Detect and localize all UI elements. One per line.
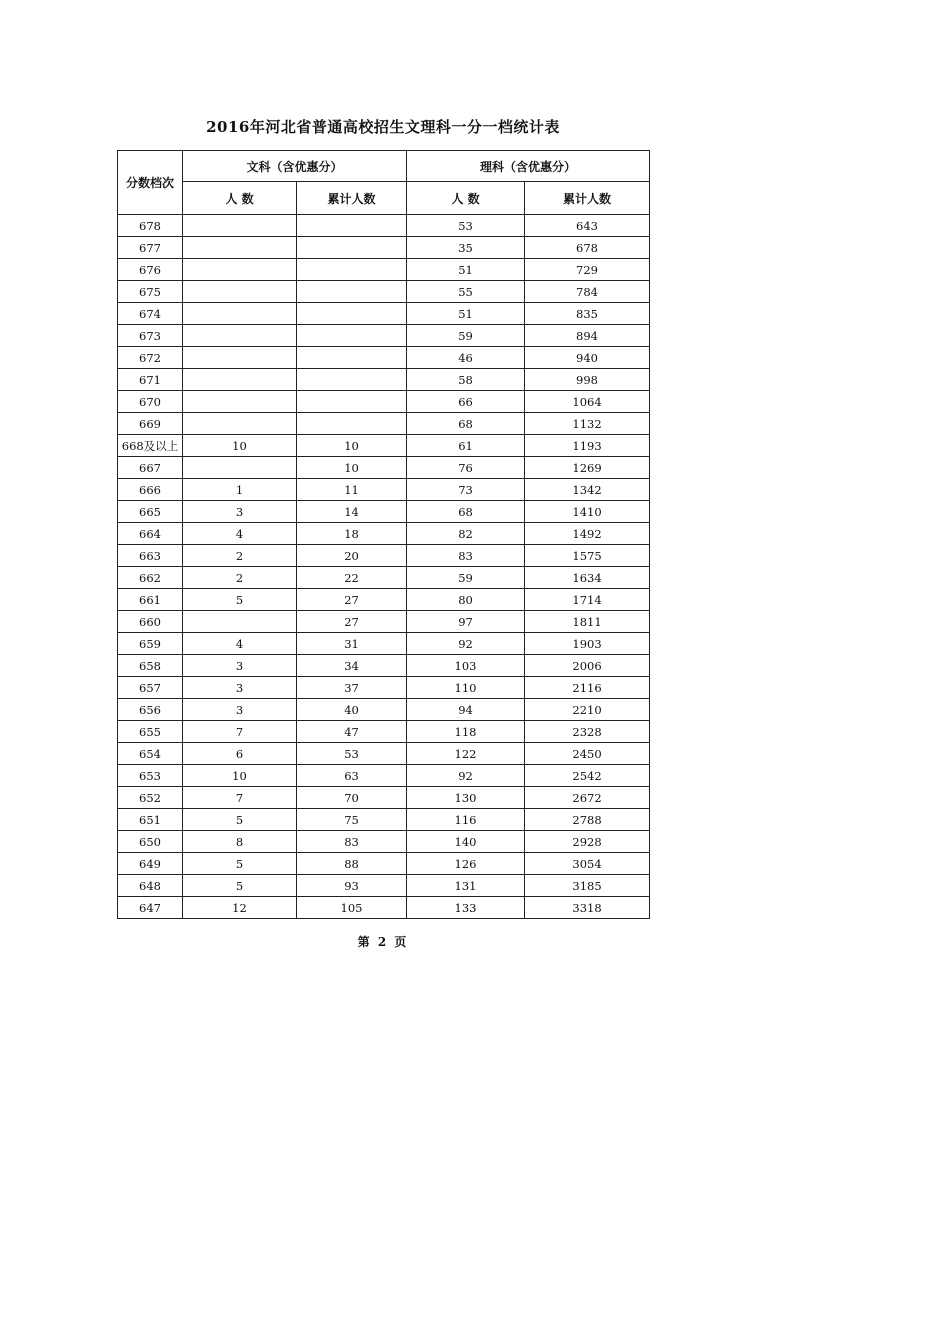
li-count-cell: 58	[407, 369, 525, 391]
table-row	[118, 435, 650, 457]
score-column-header: 分数档次	[118, 151, 183, 215]
score-cell: 671	[118, 369, 183, 391]
li-count-cell: 59	[407, 567, 525, 589]
document-title: 2016年河北省普通高校招生文理科一分一档统计表	[206, 118, 560, 136]
li-count-cell: 68	[407, 413, 525, 435]
li-cumulative-cell: 2116	[525, 677, 650, 699]
li-count-cell: 66	[407, 391, 525, 413]
table-row	[118, 347, 650, 369]
score-cell: 651	[118, 809, 183, 831]
score-cell: 678	[118, 215, 183, 237]
score-cell: 677	[118, 237, 183, 259]
score-cell: 666	[118, 479, 183, 501]
li-count-cell: 92	[407, 633, 525, 655]
score-cell: 647	[118, 897, 183, 919]
score-cell: 659	[118, 633, 183, 655]
wen-group-header: 文科（含优惠分）	[183, 151, 407, 182]
wen-count-cell	[183, 413, 297, 435]
li-cumulative-cell: 1269	[525, 457, 650, 479]
table-row	[118, 655, 650, 677]
table-row	[118, 633, 650, 655]
wen-cumulative-cell: 40	[297, 699, 407, 721]
wen-count-cell: 12	[183, 897, 297, 919]
li-cumulative-cell: 894	[525, 325, 650, 347]
wen-count-cell: 3	[183, 677, 297, 699]
wen-count-cell	[183, 215, 297, 237]
li-cumulative-cell: 1132	[525, 413, 650, 435]
score-cell: 653	[118, 765, 183, 787]
wen-count-cell: 7	[183, 721, 297, 743]
wen-cumulative-cell: 10	[297, 435, 407, 457]
wen-cumulative-cell	[297, 259, 407, 281]
wen-cumulative-cell: 22	[297, 567, 407, 589]
wen-cumulative-cell: 53	[297, 743, 407, 765]
score-cell: 648	[118, 875, 183, 897]
li-cumulative-cell: 940	[525, 347, 650, 369]
wen-cumulative-cell: 83	[297, 831, 407, 853]
score-cell: 675	[118, 281, 183, 303]
li-count-cell: 103	[407, 655, 525, 677]
li-count-cell: 59	[407, 325, 525, 347]
table-row	[118, 567, 650, 589]
score-cell: 672	[118, 347, 183, 369]
table-row	[118, 523, 650, 545]
wen-count-cell: 4	[183, 633, 297, 655]
wen-cumulative-cell	[297, 413, 407, 435]
score-cell: 674	[118, 303, 183, 325]
wen-count-cell	[183, 281, 297, 303]
li-count-cell: 130	[407, 787, 525, 809]
li-cumulative-cell: 3318	[525, 897, 650, 919]
wen-count-cell: 10	[183, 435, 297, 457]
table-row	[118, 787, 650, 809]
li-cumulative-cell: 1410	[525, 501, 650, 523]
li-count-cell: 53	[407, 215, 525, 237]
table-row	[118, 545, 650, 567]
wen-count-cell: 5	[183, 853, 297, 875]
li-cumulative-cell: 1811	[525, 611, 650, 633]
wen-cumulative-cell: 47	[297, 721, 407, 743]
li-cumulative-cell: 2928	[525, 831, 650, 853]
li-cumulative-cell: 2788	[525, 809, 650, 831]
li-cumulative-cell: 1492	[525, 523, 650, 545]
li-count-cell: 133	[407, 897, 525, 919]
wen-count-cell: 8	[183, 831, 297, 853]
li-count-cell: 110	[407, 677, 525, 699]
wen-count-cell: 7	[183, 787, 297, 809]
wen-count-header: 人 数	[183, 182, 297, 215]
table-row	[118, 501, 650, 523]
li-cumulative-cell: 2450	[525, 743, 650, 765]
table-row	[118, 897, 650, 919]
table-row	[118, 743, 650, 765]
li-count-cell: 118	[407, 721, 525, 743]
score-cell: 649	[118, 853, 183, 875]
li-cumulative-cell: 1575	[525, 545, 650, 567]
li-count-cell: 51	[407, 303, 525, 325]
li-count-cell: 76	[407, 457, 525, 479]
wen-count-cell: 3	[183, 501, 297, 523]
wen-cumulative-cell	[297, 325, 407, 347]
li-cumulative-cell: 643	[525, 215, 650, 237]
score-cell: 655	[118, 721, 183, 743]
li-count-cell: 83	[407, 545, 525, 567]
score-cell: 663	[118, 545, 183, 567]
wen-count-cell	[183, 391, 297, 413]
li-cumulative-cell: 998	[525, 369, 650, 391]
wen-cumulative-cell	[297, 303, 407, 325]
li-cumulative-header: 累计人数	[525, 182, 650, 215]
li-count-cell: 35	[407, 237, 525, 259]
page-number: 第 2 页	[357, 935, 409, 949]
wen-cumulative-cell	[297, 215, 407, 237]
score-cell: 657	[118, 677, 183, 699]
wen-cumulative-cell: 37	[297, 677, 407, 699]
wen-count-cell	[183, 237, 297, 259]
li-cumulative-cell: 1193	[525, 435, 650, 457]
table-row	[118, 809, 650, 831]
li-count-cell: 94	[407, 699, 525, 721]
wen-cumulative-cell	[297, 237, 407, 259]
score-cell: 664	[118, 523, 183, 545]
score-cell: 662	[118, 567, 183, 589]
table-row	[118, 457, 650, 479]
score-cell: 668及以上	[118, 435, 183, 457]
score-cell: 673	[118, 325, 183, 347]
wen-cumulative-cell: 70	[297, 787, 407, 809]
wen-count-cell: 2	[183, 545, 297, 567]
wen-count-cell: 10	[183, 765, 297, 787]
table-row	[118, 413, 650, 435]
wen-cumulative-cell: 31	[297, 633, 407, 655]
li-cumulative-cell: 1342	[525, 479, 650, 501]
wen-cumulative-cell: 93	[297, 875, 407, 897]
wen-cumulative-cell: 18	[297, 523, 407, 545]
li-cumulative-cell: 3054	[525, 853, 650, 875]
table-row	[118, 237, 650, 259]
wen-cumulative-cell: 34	[297, 655, 407, 677]
wen-count-cell: 2	[183, 567, 297, 589]
wen-cumulative-cell: 63	[297, 765, 407, 787]
wen-count-cell: 4	[183, 523, 297, 545]
wen-count-cell: 5	[183, 589, 297, 611]
wen-cumulative-cell: 27	[297, 589, 407, 611]
score-cell: 661	[118, 589, 183, 611]
score-cell: 667	[118, 457, 183, 479]
li-count-cell: 97	[407, 611, 525, 633]
wen-cumulative-cell	[297, 347, 407, 369]
score-cell: 669	[118, 413, 183, 435]
wen-cumulative-cell: 20	[297, 545, 407, 567]
wen-cumulative-cell: 10	[297, 457, 407, 479]
li-count-cell: 46	[407, 347, 525, 369]
wen-count-cell	[183, 303, 297, 325]
table-row	[118, 765, 650, 787]
wen-cumulative-cell: 27	[297, 611, 407, 633]
li-count-cell: 68	[407, 501, 525, 523]
score-cell: 665	[118, 501, 183, 523]
wen-count-cell: 3	[183, 655, 297, 677]
wen-count-cell: 5	[183, 875, 297, 897]
wen-count-cell: 5	[183, 809, 297, 831]
table-row	[118, 853, 650, 875]
table-row	[118, 281, 650, 303]
table-row	[118, 215, 650, 237]
wen-cumulative-cell: 14	[297, 501, 407, 523]
li-count-cell: 61	[407, 435, 525, 457]
table-row	[118, 391, 650, 413]
table-row	[118, 677, 650, 699]
wen-count-cell	[183, 259, 297, 281]
table-row	[118, 699, 650, 721]
wen-cumulative-cell: 105	[297, 897, 407, 919]
li-count-cell: 82	[407, 523, 525, 545]
li-cumulative-cell: 1064	[525, 391, 650, 413]
score-cell: 660	[118, 611, 183, 633]
wen-count-cell	[183, 457, 297, 479]
li-count-header: 人 数	[407, 182, 525, 215]
table-row	[118, 479, 650, 501]
li-cumulative-cell: 835	[525, 303, 650, 325]
table-row	[118, 259, 650, 281]
wen-count-cell: 6	[183, 743, 297, 765]
table-row	[118, 325, 650, 347]
wen-cumulative-cell: 75	[297, 809, 407, 831]
li-count-cell: 73	[407, 479, 525, 501]
li-count-cell: 122	[407, 743, 525, 765]
li-cumulative-cell: 2542	[525, 765, 650, 787]
li-count-cell: 80	[407, 589, 525, 611]
score-cell: 650	[118, 831, 183, 853]
wen-count-cell	[183, 611, 297, 633]
score-cell: 676	[118, 259, 183, 281]
li-count-cell: 126	[407, 853, 525, 875]
table-row	[118, 875, 650, 897]
li-count-cell: 140	[407, 831, 525, 853]
score-cell: 652	[118, 787, 183, 809]
table-body	[118, 215, 650, 919]
score-cell: 658	[118, 655, 183, 677]
table-row	[118, 611, 650, 633]
wen-count-cell: 1	[183, 479, 297, 501]
wen-count-cell	[183, 369, 297, 391]
li-cumulative-cell: 1714	[525, 589, 650, 611]
wen-cumulative-cell	[297, 281, 407, 303]
li-count-cell: 92	[407, 765, 525, 787]
li-count-cell: 116	[407, 809, 525, 831]
wen-cumulative-cell: 11	[297, 479, 407, 501]
li-cumulative-cell: 729	[525, 259, 650, 281]
li-cumulative-cell: 2328	[525, 721, 650, 743]
wen-cumulative-cell: 88	[297, 853, 407, 875]
table-row	[118, 589, 650, 611]
wen-count-cell	[183, 347, 297, 369]
li-count-cell: 51	[407, 259, 525, 281]
li-cumulative-cell: 2672	[525, 787, 650, 809]
table-row	[118, 721, 650, 743]
li-cumulative-cell: 678	[525, 237, 650, 259]
score-distribution-table	[117, 150, 650, 919]
wen-cumulative-cell	[297, 369, 407, 391]
score-cell: 670	[118, 391, 183, 413]
li-cumulative-cell: 3185	[525, 875, 650, 897]
wen-cumulative-cell	[297, 391, 407, 413]
score-cell: 654	[118, 743, 183, 765]
li-count-cell: 55	[407, 281, 525, 303]
li-count-cell: 131	[407, 875, 525, 897]
li-cumulative-cell: 1903	[525, 633, 650, 655]
li-cumulative-cell: 2210	[525, 699, 650, 721]
wen-count-cell	[183, 325, 297, 347]
li-cumulative-cell: 2006	[525, 655, 650, 677]
table-row	[118, 369, 650, 391]
table-row	[118, 303, 650, 325]
wen-count-cell: 3	[183, 699, 297, 721]
wen-cumulative-header: 累计人数	[297, 182, 407, 215]
li-cumulative-cell: 1634	[525, 567, 650, 589]
li-cumulative-cell: 784	[525, 281, 650, 303]
score-cell: 656	[118, 699, 183, 721]
li-group-header: 理科（含优惠分）	[407, 151, 650, 182]
table-row	[118, 831, 650, 853]
